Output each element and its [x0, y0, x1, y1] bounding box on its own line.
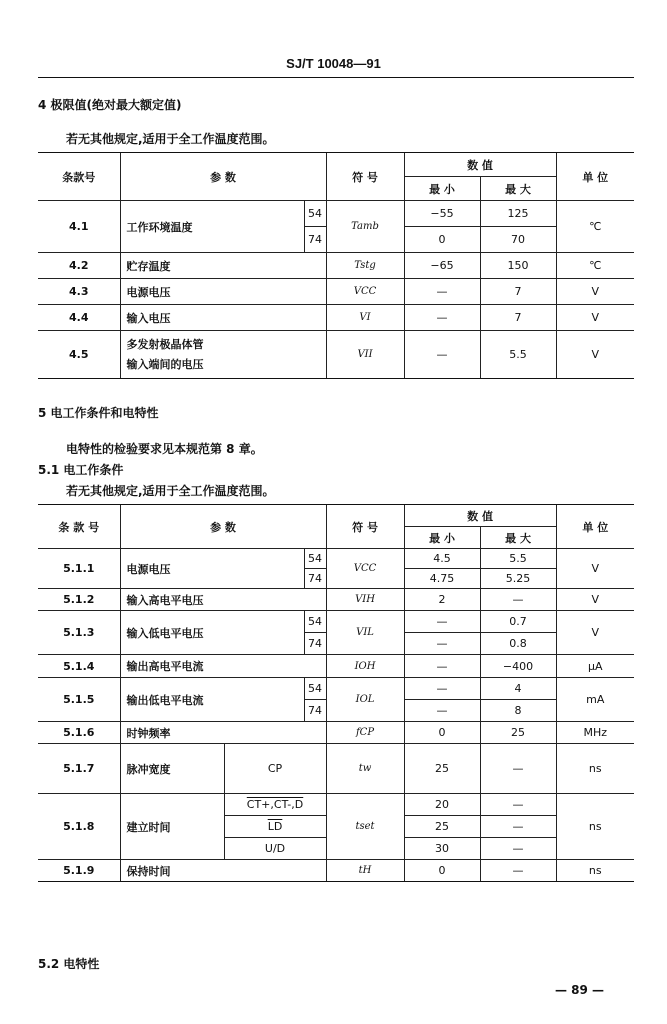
section-5-2-heading: 5.2 电特性 — [38, 957, 100, 971]
section-4-heading: 4 极限值(绝对最大额定值) — [38, 98, 182, 112]
table-row: 5.1.9 保持时间 tH 0 — ns — [38, 860, 634, 882]
table-row: 4.3 电源电压 VCC — 7 V — [38, 279, 634, 305]
table-row: 5.1.5 输出低电平电流 54 IOL — 4 mA — [38, 678, 634, 700]
table-row: 5.1.4 输出高电平电流 IOH — −400 μA — [38, 655, 634, 678]
table-row: 4.2 贮存温度 Tstg −65 150 ℃ — [38, 253, 634, 279]
operating-conditions-table: 条 款 号 参 数 符 号 数 值 单 位 最 小 最 大 5.1.1 电源电压 54 VCC 4.5 5.5 V 74 4.75 5.25 5.1.2 输入高电平电压 VIH 2 — V 5.1.3 输入低电平电压 54 VIL — 0.7 V 74 — 0.8 5.1.4 输出高电平电流 IOH — −400 μA 5.1.5 输出低电平电流 54 IOL — 4 mA 74 — 8 5.1.6 时钟频率 fCP 0 25 MHz 5.1.7 脉冲宽度 CP tw 25 — ns 5.1.8 建立时间 CT+,CT-,D tset 20 — ns $\overline{LD}$ 25 — U/D 30 — 5.1.9 保持时间 tH 0 — ns — [38, 504, 634, 882]
table-row: 4.5 多发射极晶体管 输入端间的电压 VII — 5.5 V — [38, 331, 634, 379]
col-header-unit: 单 位 — [556, 153, 634, 201]
col-header-symbol: 符 号 — [326, 153, 404, 201]
section-4-note: 若无其他规定,适用于全工作温度范围。 — [66, 132, 275, 146]
col-header-param: 参 数 — [120, 153, 326, 201]
document-id: SJ/T 10048—91 — [286, 56, 381, 71]
section-5-1-heading: 5.1 电工作条件 — [38, 463, 124, 477]
col-header-value: 数 值 — [404, 153, 556, 177]
table-row: 5.1.2 输入高电平电压 VIH 2 — V — [38, 589, 634, 611]
header-rule — [38, 77, 634, 78]
table-row: 4.1 工作环境温度 54 Tamb −55 125 ℃ — [38, 201, 634, 227]
section-5-1-note: 若无其他规定,适用于全工作温度范围。 — [66, 484, 275, 498]
col-header-max: 最 大 — [480, 177, 556, 201]
table-row: 5.1.7 脉冲宽度 CP tw 25 — ns — [38, 744, 634, 794]
limits-table: 条款号 参 数 符 号 数 值 单 位 最 小 最 大 4.1 工作环境温度 54 Tamb −55 125 ℃ 74 0 70 4.2 贮存温度 Tstg −65 150 ℃ 4.3 电源电压 VCC — 7 V 4.4 输入电压 VI — 7 V 4.5 多发射极晶体管 输入端间的电压 VII — 5.5 V — [38, 152, 634, 379]
table-row: 5.1.3 输入低电平电压 54 VIL — 0.7 V — [38, 611, 634, 633]
table-row: 4.4 输入电压 VI — 7 V — [38, 305, 634, 331]
col-header-min: 最 小 — [404, 177, 480, 201]
col-header-clause: 条款号 — [38, 153, 120, 201]
table-row: 5.1.8 建立时间 CT+,CT-,D tset 20 — ns — [38, 794, 634, 816]
table-row: 5.1.6 时钟频率 fCP 0 25 MHz — [38, 722, 634, 744]
section-5-heading: 5 电工作条件和电特性 — [38, 406, 159, 420]
page-number: — 89 — — [555, 983, 605, 997]
table-row: 5.1.1 电源电压 54 VCC 4.5 5.5 V — [38, 549, 634, 569]
section-5-note: 电特性的检验要求见本规范第 8 章。 — [66, 442, 263, 456]
